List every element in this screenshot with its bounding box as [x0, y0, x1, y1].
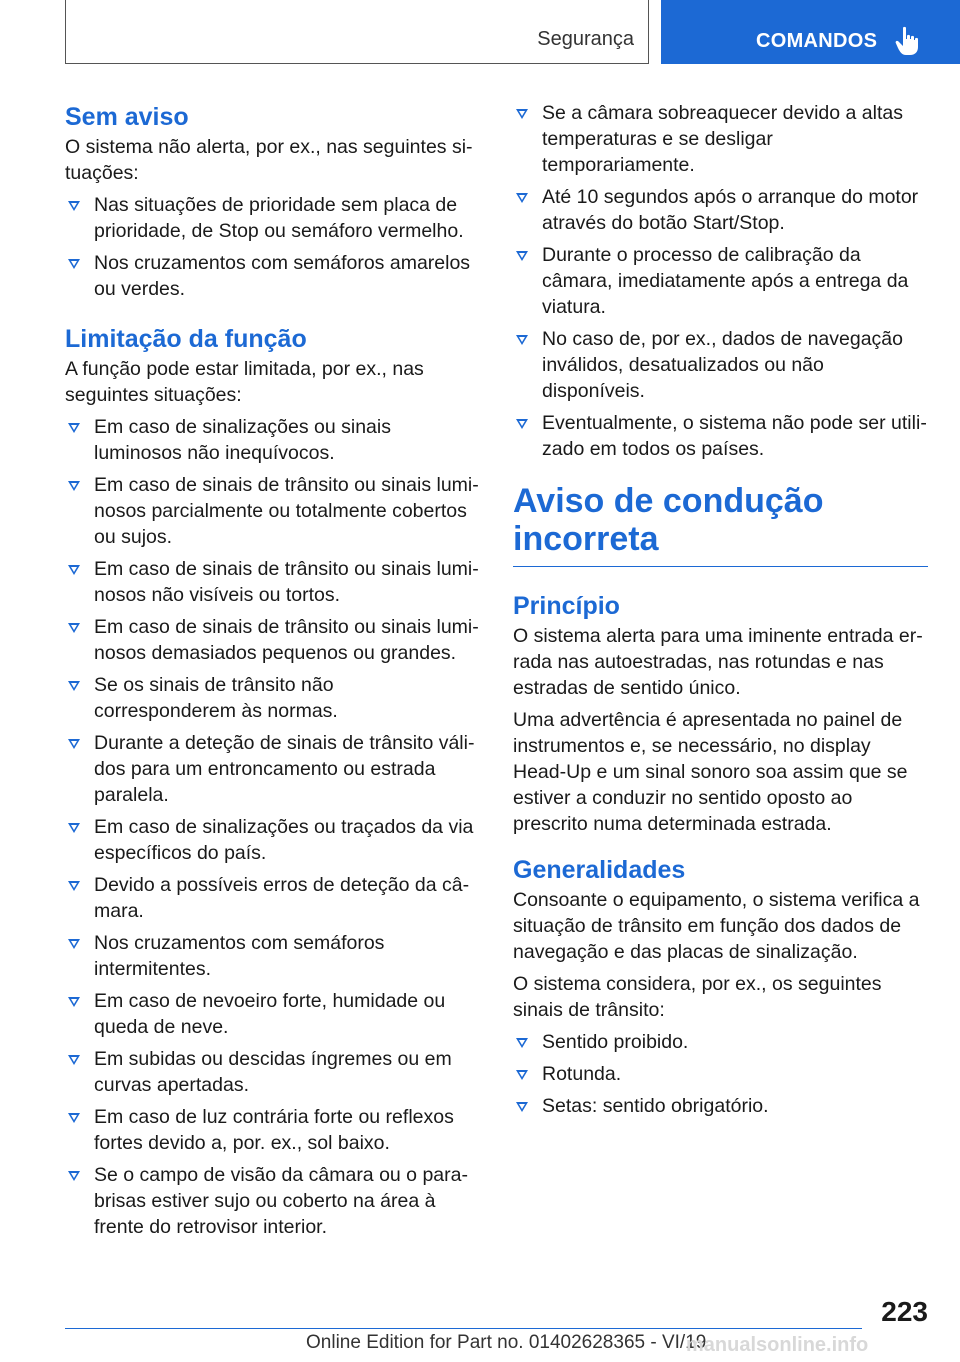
bullet-triangle-icon	[68, 1113, 80, 1123]
chapter-tab-label: COMANDOS	[756, 30, 878, 52]
right-column	[513, 100, 928, 1125]
bullet-triangle-icon	[516, 251, 528, 261]
bullet-triangle-icon	[68, 739, 80, 749]
hand-pointer-icon	[895, 26, 921, 56]
left-column	[65, 100, 480, 1246]
header-section-box	[65, 0, 649, 64]
bullet-triangle-icon	[516, 1070, 528, 1080]
page-header	[0, 0, 960, 66]
bullet-triangle-icon	[516, 419, 528, 429]
limitacao-list-continued	[513, 100, 928, 462]
principio-paragraph-2: Uma advertência é apresentada no painel de instrumentos e, se necessário, no display Head-Up e um sinal sonoro soa assim que se estiver a conduzir no sentido oposto ao prescrito numa determinada estrada.	[513, 709, 908, 835]
list-item: Em caso de nevoeiro forte, humidade ou queda de neve.	[65, 988, 480, 1040]
bullet-triangle-icon	[68, 201, 80, 211]
bullet-triangle-icon	[68, 881, 80, 891]
list-item: Em subidas ou descidas íngremes ou em curvas apertadas.	[65, 1046, 480, 1098]
list-item: Em caso de sinais de trânsito ou sinais luminosos não visíveis ou tortos.	[65, 556, 480, 608]
bullet-triangle-icon	[68, 259, 80, 269]
list-item: Em caso de sinalizações ou traçados da via específicos do país.	[65, 814, 480, 866]
list-item: Sentido proibido.	[513, 1029, 928, 1055]
bullet-triangle-icon	[68, 1055, 80, 1065]
list-item: Em caso de sinais de trânsito ou sinais luminosos demasiados pequenos ou grandes.	[65, 614, 480, 666]
sem-aviso-intro: O sistema não alerta, por ex., nas seguintes situações:	[65, 136, 473, 184]
list-item: Nos cruzamentos com semáforos amarelos ou verdes.	[65, 250, 480, 302]
bullet-triangle-icon	[68, 681, 80, 691]
section-heading-sem-aviso: Sem aviso	[65, 103, 189, 131]
section-heading-limitacao: Limitação da função	[65, 325, 307, 353]
section-heading-generalidades: Generalidades	[513, 856, 686, 884]
chapter-heading-aviso-conducao: Aviso de condução incorreta	[513, 482, 824, 558]
bullet-triangle-icon	[68, 939, 80, 949]
bullet-triangle-icon	[68, 623, 80, 633]
section-title: Segurança	[537, 28, 634, 50]
chapter-tab	[661, 0, 960, 64]
generalidades-list	[513, 1029, 928, 1119]
list-item: Setas: sentido obrigatório.	[513, 1093, 928, 1119]
list-item: Durante a deteção de sinais de trânsito válidos para um entroncamento ou estrada paralela.	[65, 730, 480, 808]
list-item: Nas situações de prioridade sem placa de prioridade, de Stop ou semáforo vermelho.	[65, 192, 480, 244]
list-item: Em caso de sinalizações ou sinais luminosos não inequívocos.	[65, 414, 480, 466]
generalidades-paragraph-1: Consoante o equipamento, o sistema verifica a situação de trânsito em função dos dados de navegação e das placas de sinalização.	[513, 889, 920, 963]
chapter-heading-block	[513, 482, 928, 567]
bullet-triangle-icon	[68, 565, 80, 575]
bullet-triangle-icon	[516, 1102, 528, 1112]
footer-edition: Online Edition for Part no. 01402628365 - VI/19	[306, 1332, 707, 1353]
list-item: Eventualmente, o sistema não pode ser utilizado em todos os países.	[513, 410, 928, 462]
bullet-triangle-icon	[68, 423, 80, 433]
principio-paragraph-1: O sistema alerta para uma iminente entrada errada nas autoestradas, nas rotundas e nas estradas de sentido único.	[513, 625, 923, 699]
list-item: Até 10 segundos após o arranque do motor através do botão Start/Stop.	[513, 184, 928, 236]
bullet-triangle-icon	[68, 481, 80, 491]
bullet-triangle-icon	[516, 193, 528, 203]
section-heading-principio: Princípio	[513, 592, 620, 620]
list-item: Se a câmara sobreaquecer devido a altas temperaturas e se desligar temporariamente.	[513, 100, 928, 178]
bullet-triangle-icon	[516, 109, 528, 119]
list-item: Rotunda.	[513, 1061, 928, 1087]
sem-aviso-list	[65, 192, 480, 302]
list-item: Devido a possíveis erros de deteção da câmara.	[65, 872, 480, 924]
list-item: Em caso de luz contrária forte ou reflexos fortes devido a, por. ex., sol baixo.	[65, 1104, 480, 1156]
bullet-triangle-icon	[516, 1038, 528, 1048]
limitacao-list	[65, 414, 480, 1240]
list-item: Se o campo de visão da câmara ou o para-brisas estiver sujo ou coberto na área à frente do retrovisor interior.	[65, 1162, 480, 1240]
list-item: No caso de, por ex., dados de navegação inválidos, desatualizados ou não disponíveis.	[513, 326, 928, 404]
bullet-triangle-icon	[68, 997, 80, 1007]
bullet-triangle-icon	[68, 1171, 80, 1181]
list-item: Durante o processo de calibração da câmara, imediatamente após a entrega da viatura.	[513, 242, 928, 320]
bullet-triangle-icon	[68, 823, 80, 833]
list-item: Se os sinais de trânsito não corresponderem às normas.	[65, 672, 480, 724]
page-number: 223	[881, 1296, 928, 1327]
footer-divider	[65, 1328, 862, 1329]
generalidades-paragraph-2: O sistema considera, por ex., os seguintes sinais de trânsito:	[513, 973, 882, 1021]
list-item: Em caso de sinais de trânsito ou sinais luminosos parcialmente ou totalmente cobertos ou sujos.	[65, 472, 480, 550]
footer-watermark: manualsonline.info	[686, 1334, 869, 1356]
limitacao-intro: A função pode estar limitada, por ex., nas seguintes situações:	[65, 358, 424, 406]
bullet-triangle-icon	[516, 335, 528, 345]
list-item: Nos cruzamentos com semáforos intermitentes.	[65, 930, 480, 982]
